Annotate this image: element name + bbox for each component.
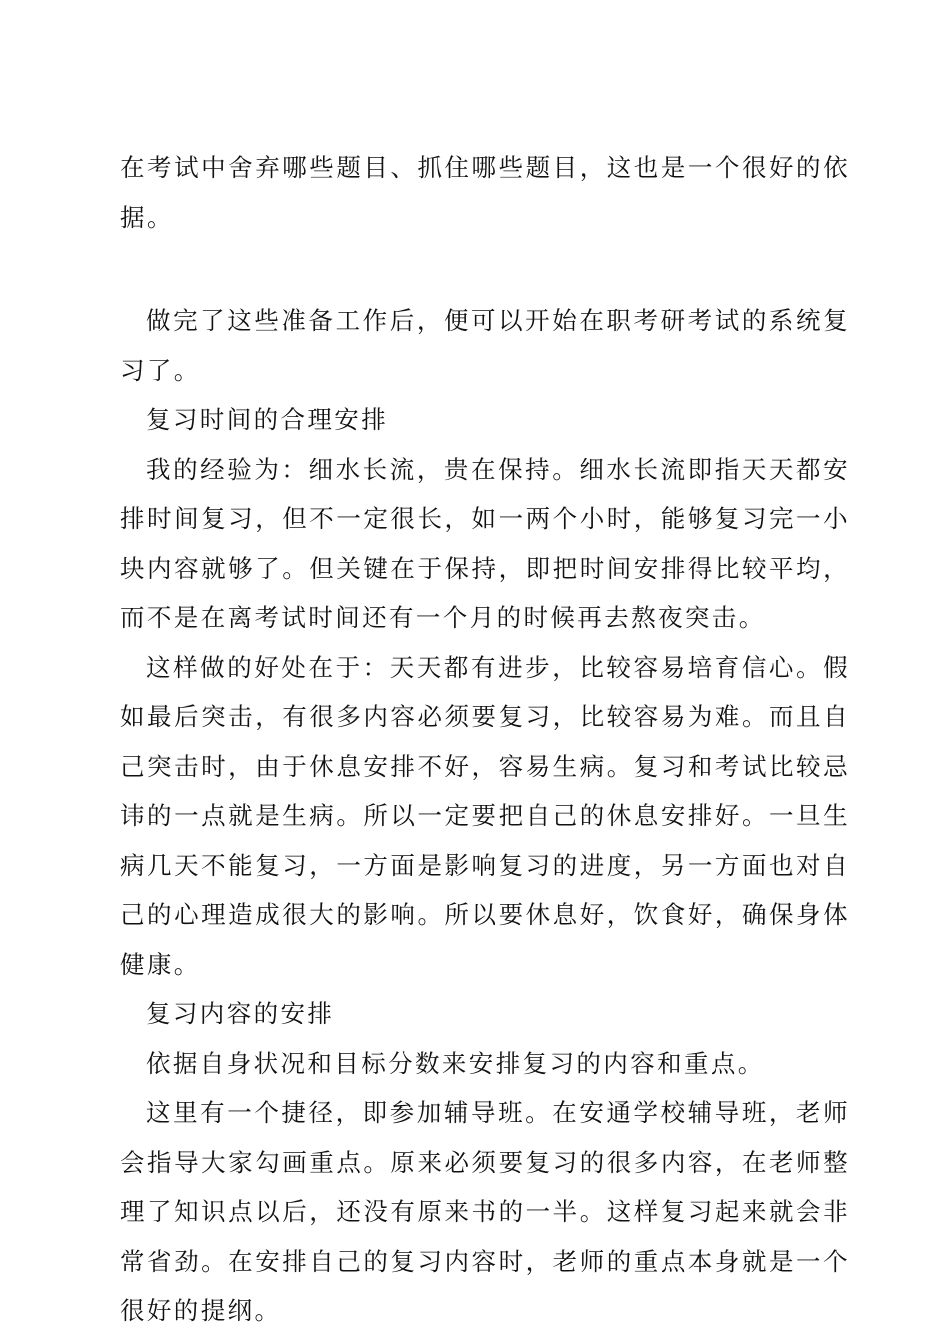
- paragraph: 我的经验为：细水长流，贵在保持。细水长流即指天天都安排时间复习，但不一定很长，如一两个小时，能够复习完一小块内容就够了。但关键在于保持，即把时间安排得比较平均，而不是在离考试时间还有一个月的时候再去熬夜突击。: [120, 454, 850, 632]
- paragraph: 这里有一个捷径，即参加辅导班。在安通学校辅导班，老师会指导大家勾画重点。原来必须要复习的很多内容，在老师整理了知识点以后，还没有原来书的一半。这样复习起来就会非常省劲。在安排自己的复习内容时，老师的重点本身就是一个很好的提纲。: [120, 1098, 850, 1325]
- paragraph: 依据自身状况和目标分数来安排复习的内容和重点。: [146, 1048, 765, 1078]
- section-heading-content: 复习内容的安排: [146, 999, 335, 1028]
- paragraph: 这样做的好处在于：天天都有进步，比较容易培育信心。假如最后突击，有很多内容必须要复习，比较容易为难。而且自己突击时，由于休息安排不好，容易生病。复习和考试比较忌讳的一点就是生病。所以一定要把自己的休息安排好。一旦生病几天不能复习，一方面是影响复习的进度，另一方面也对自己的心理造成很大的影响。所以要休息好，饮食好，确保身体健康。: [120, 652, 850, 979]
- document-body: [120, 143, 850, 1336]
- paragraph-gap: [120, 242, 850, 296]
- paragraph: 做完了这些准备工作后，便可以开始在职考研考试的系统复习了。: [120, 306, 850, 385]
- paragraph-continuation: 在考试中舍弃哪些题目、抓住哪些题目，这也是一个很好的依据。: [120, 153, 850, 232]
- section-heading-time: 复习时间的合理安排: [146, 405, 389, 434]
